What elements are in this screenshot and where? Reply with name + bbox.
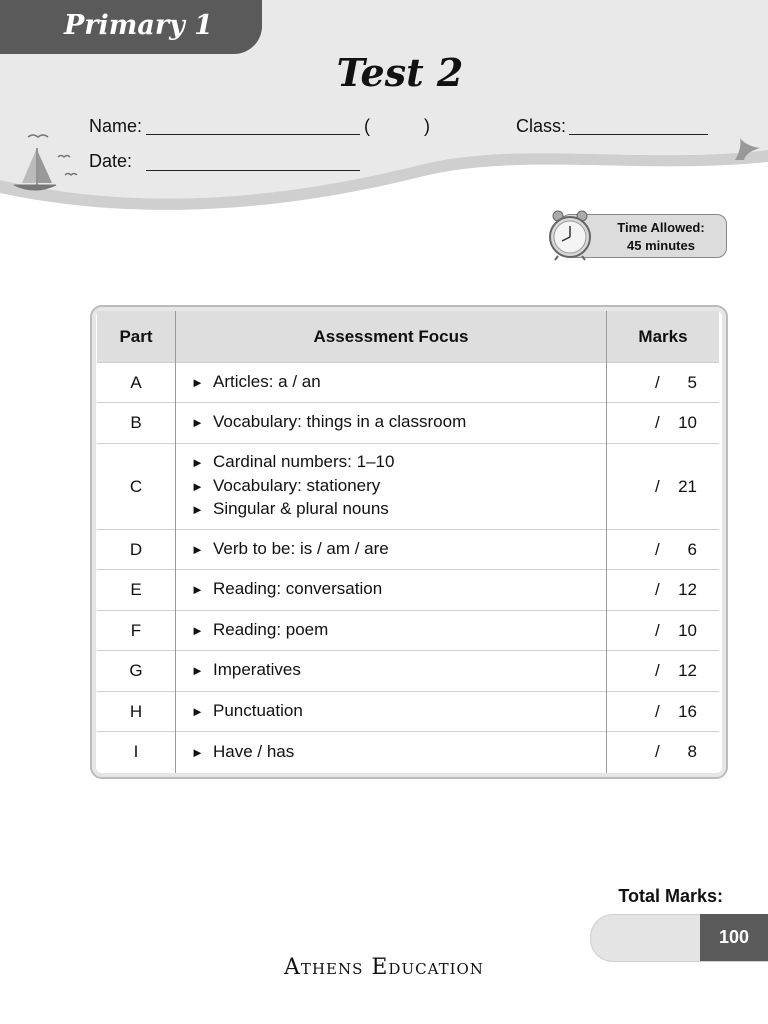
focus-text: Vocabulary: things in a classroom [213,412,467,432]
row-part: C [97,444,176,530]
marks-slash: / [655,372,660,392]
focus-text: Singular & plural nouns [213,499,389,519]
bullet-arrow-icon: ► [191,374,204,390]
row-focus [176,732,607,773]
name-field[interactable] [146,134,360,135]
bullet-arrow-icon: ► [191,502,204,518]
table-row [97,530,719,570]
focus-text: Vocabulary: stationery [213,475,381,495]
row-marks [607,570,720,611]
row-focus [176,651,607,692]
bullet-arrow-icon: ► [191,478,204,494]
class-field[interactable] [569,134,708,135]
marks-slash: / [655,620,660,640]
marks-value: 8 [687,742,697,762]
focus-item [191,741,606,765]
bullet-arrow-icon: ► [191,415,204,431]
row-focus [176,444,607,530]
page-title: Test 2 [336,50,464,95]
bullet-arrow-icon: ► [191,663,204,679]
focus-item [191,451,606,475]
row-marks [607,732,720,773]
publisher-logo: Athens Education [284,955,484,980]
focus-item [191,578,606,602]
table-row [97,692,719,732]
focus-text: Reading: conversation [213,579,383,599]
focus-text: Reading: poem [213,619,329,639]
row-marks [607,611,720,651]
marks-slash: / [655,661,660,680]
assessment-table-frame [90,305,728,779]
index-paren-close: ) [424,116,430,136]
bullet-arrow-icon: ► [191,541,204,557]
bullet-arrow-icon: ► [191,703,204,719]
bullet-arrow-icon: ► [191,582,204,598]
index-paren-open: ( [364,116,370,136]
row-marks [607,363,720,403]
focus-text: Verb to be: is / am / are [213,538,389,558]
focus-text: Punctuation [213,700,303,720]
row-part: D [97,530,176,570]
focus-item [191,498,606,522]
marks-slash: / [655,701,660,721]
focus-item [191,475,606,499]
bullet-arrow-icon: ► [191,455,204,471]
focus-text: Cardinal numbers: 1–10 [213,452,395,472]
marks-slash: / [655,476,660,496]
focus-item [191,411,606,435]
table-row [97,403,719,444]
row-part: I [97,732,176,773]
table-row [97,570,719,611]
row-part: H [97,692,176,732]
class-label: Class: [516,116,567,136]
level-tab [0,0,262,54]
bullet-arrow-icon: ► [191,622,204,638]
focus-item [191,538,606,562]
marks-slash: / [655,413,660,432]
marks-value: 21 [678,476,697,496]
row-part: F [97,611,176,651]
total-marks-label: Total Marks: [618,886,723,906]
marks-value: 10 [678,620,697,640]
table-row [97,444,719,530]
row-marks [607,692,720,732]
header-marks: Marks [607,311,720,363]
row-focus [176,363,607,403]
table-row [97,363,719,403]
focus-text: Imperatives [213,660,301,680]
header-assessment-focus: Assessment Focus [176,311,607,363]
marks-value: 6 [687,539,697,559]
focus-text: Have / has [213,741,295,761]
marks-value: 12 [678,580,697,599]
marks-slash: / [655,539,660,559]
marks-slash: / [655,580,660,599]
row-focus [176,403,607,444]
marks-value: 5 [687,372,697,392]
row-focus [176,530,607,570]
row-part: G [97,651,176,692]
row-part: E [97,570,176,611]
total-marks-value: 100 [700,914,768,961]
row-focus [176,611,607,651]
marks-value: 12 [678,661,697,680]
focus-item [191,700,606,724]
header-part: Part [97,311,176,363]
bullet-arrow-icon: ► [191,744,204,760]
level-label: Primary 1 [64,10,213,41]
date-field[interactable] [146,170,360,171]
alarm-clock-icon [548,208,598,262]
row-marks [607,530,720,570]
row-marks [607,444,720,530]
table-row [97,611,719,651]
row-focus [176,692,607,732]
marks-slash: / [655,742,660,762]
time-allowed-label: Time Allowed: [617,220,705,235]
row-marks [607,651,720,692]
focus-text: Articles: a / an [213,371,321,391]
marks-value: 16 [678,701,697,721]
date-label: Date: [89,151,133,171]
assessment-table [97,311,719,773]
row-focus [176,570,607,611]
row-marks [607,403,720,444]
focus-item [191,371,606,395]
focus-item [191,659,606,683]
time-allowed-value: 45 minutes [627,238,695,253]
focus-item [191,619,606,643]
row-part: B [97,403,176,444]
name-label: Name: [89,116,143,136]
table-row [97,732,719,773]
table-row [97,651,719,692]
table-header-row [97,311,719,363]
marks-value: 10 [678,413,697,432]
row-part: A [97,363,176,403]
